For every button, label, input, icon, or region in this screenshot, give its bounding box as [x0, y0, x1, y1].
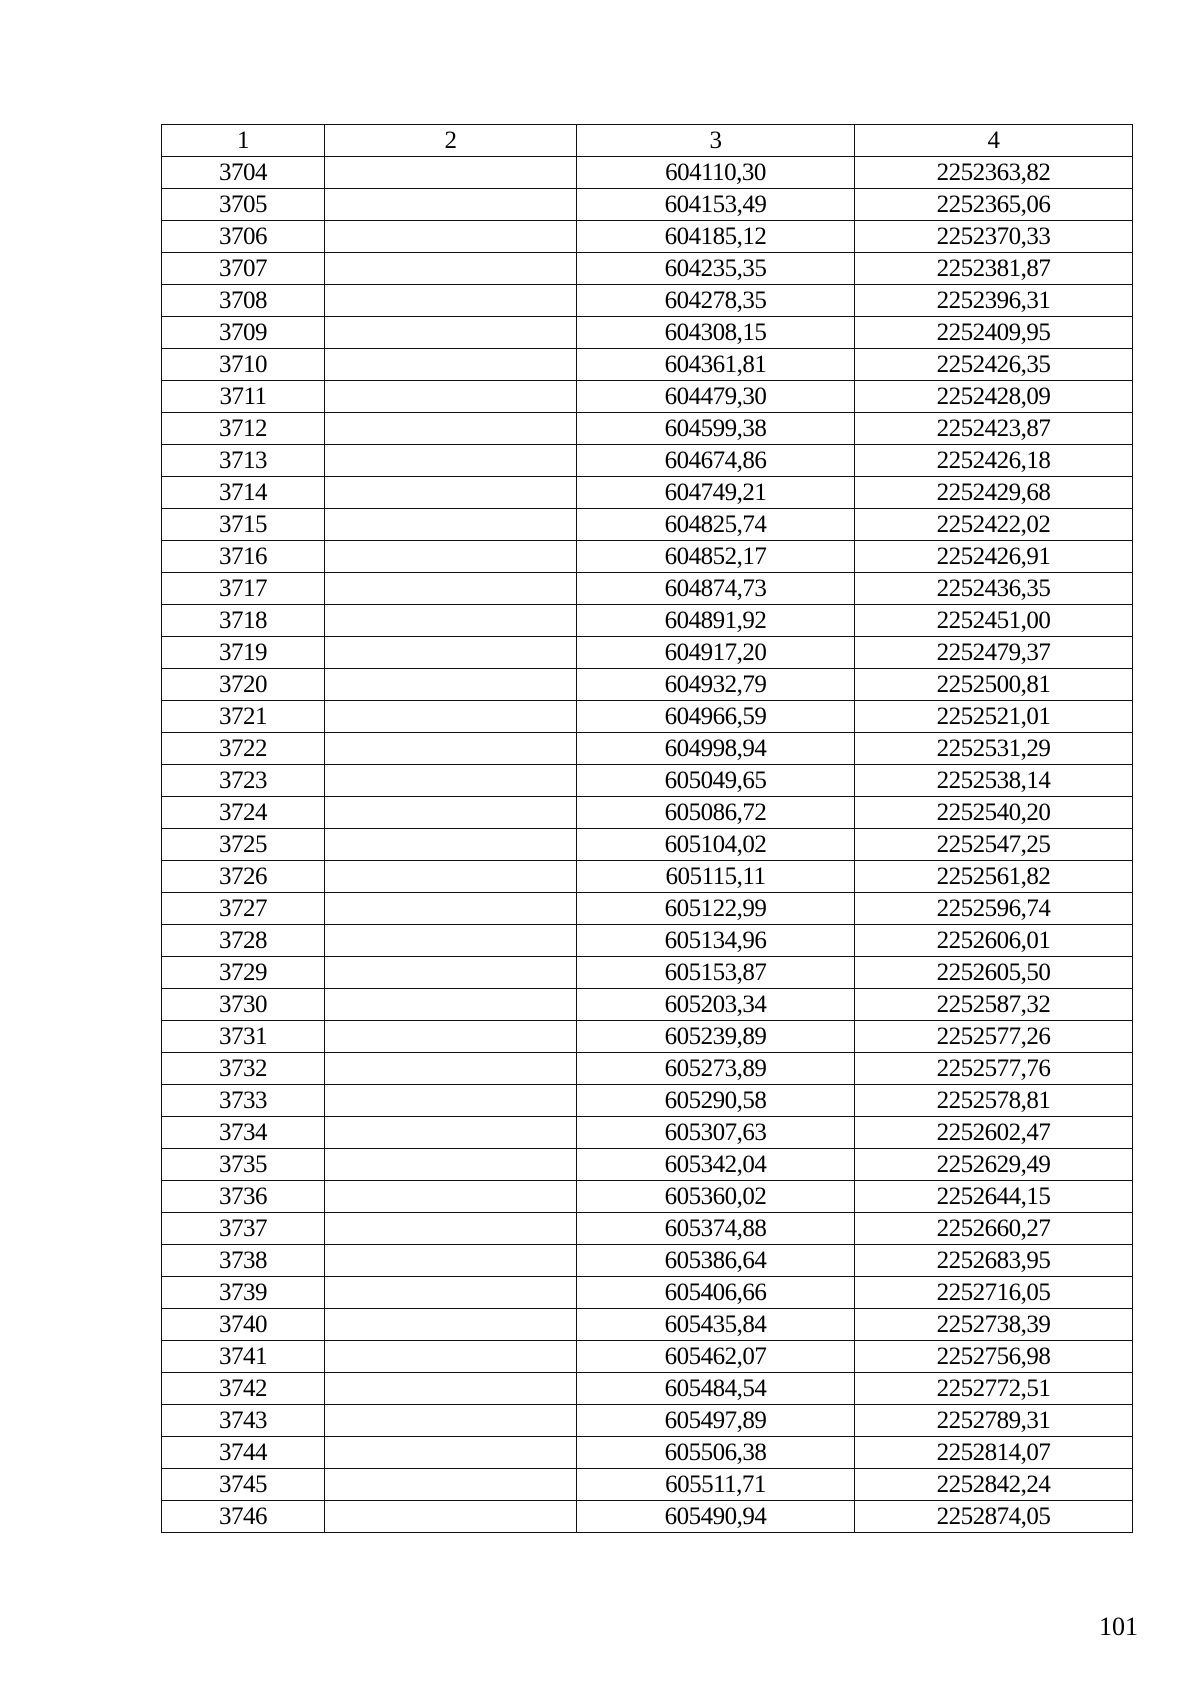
description-cell — [325, 509, 577, 541]
table-row — [162, 285, 1133, 317]
x-coordinate-cell: 604185,12 — [577, 221, 855, 253]
point-number-cell: 3717 — [162, 573, 325, 605]
y-coordinate-cell: 2252842,24 — [855, 1469, 1133, 1501]
x-coordinate-cell: 604361,81 — [577, 349, 855, 381]
y-coordinate-cell: 2252577,76 — [855, 1053, 1133, 1085]
point-number-cell: 3733 — [162, 1085, 325, 1117]
y-coordinate-cell: 2252426,18 — [855, 445, 1133, 477]
table-row — [162, 669, 1133, 701]
y-coordinate-cell: 2252587,32 — [855, 989, 1133, 1021]
point-number-cell: 3741 — [162, 1341, 325, 1373]
header-col-4: 4 — [855, 125, 1133, 157]
description-cell — [325, 1277, 577, 1309]
x-coordinate-cell: 605360,02 — [577, 1181, 855, 1213]
y-coordinate-cell: 2252409,95 — [855, 317, 1133, 349]
x-coordinate-cell: 605115,11 — [577, 861, 855, 893]
table-row — [162, 1149, 1133, 1181]
point-number-cell: 3743 — [162, 1405, 325, 1437]
y-coordinate-cell: 2252547,25 — [855, 829, 1133, 861]
header-col-2: 2 — [325, 125, 577, 157]
table-row — [162, 1277, 1133, 1309]
table-row — [162, 1085, 1133, 1117]
table-row — [162, 189, 1133, 221]
point-number-cell: 3707 — [162, 253, 325, 285]
point-number-cell: 3708 — [162, 285, 325, 317]
table-row — [162, 1405, 1133, 1437]
description-cell — [325, 285, 577, 317]
table-row — [162, 861, 1133, 893]
description-cell — [325, 861, 577, 893]
y-coordinate-cell: 2252381,87 — [855, 253, 1133, 285]
y-coordinate-cell: 2252428,09 — [855, 381, 1133, 413]
x-coordinate-cell: 605086,72 — [577, 797, 855, 829]
coordinates-table — [161, 124, 1133, 1533]
table-row — [162, 157, 1133, 189]
point-number-cell: 3745 — [162, 1469, 325, 1501]
point-number-cell: 3726 — [162, 861, 325, 893]
y-coordinate-cell: 2252772,51 — [855, 1373, 1133, 1405]
y-coordinate-cell: 2252577,26 — [855, 1021, 1133, 1053]
description-cell — [325, 317, 577, 349]
description-cell — [325, 1501, 577, 1533]
table-row — [162, 989, 1133, 1021]
x-coordinate-cell: 604153,49 — [577, 189, 855, 221]
point-number-cell: 3736 — [162, 1181, 325, 1213]
y-coordinate-cell: 2252578,81 — [855, 1085, 1133, 1117]
table-row — [162, 1437, 1133, 1469]
point-number-cell: 3731 — [162, 1021, 325, 1053]
table-row — [162, 573, 1133, 605]
description-cell — [325, 669, 577, 701]
description-cell — [325, 573, 577, 605]
y-coordinate-cell: 2252596,74 — [855, 893, 1133, 925]
y-coordinate-cell: 2252500,81 — [855, 669, 1133, 701]
description-cell — [325, 637, 577, 669]
description-cell — [325, 1181, 577, 1213]
x-coordinate-cell: 605386,64 — [577, 1245, 855, 1277]
description-cell — [325, 701, 577, 733]
point-number-cell: 3729 — [162, 957, 325, 989]
table-row — [162, 1213, 1133, 1245]
x-coordinate-cell: 605497,89 — [577, 1405, 855, 1437]
table-row — [162, 893, 1133, 925]
x-coordinate-cell: 605506,38 — [577, 1437, 855, 1469]
point-number-cell: 3738 — [162, 1245, 325, 1277]
x-coordinate-cell: 604932,79 — [577, 669, 855, 701]
point-number-cell: 3730 — [162, 989, 325, 1021]
table-row — [162, 925, 1133, 957]
x-coordinate-cell: 605203,34 — [577, 989, 855, 1021]
table-row — [162, 221, 1133, 253]
point-number-cell: 3734 — [162, 1117, 325, 1149]
x-coordinate-cell: 605462,07 — [577, 1341, 855, 1373]
point-number-cell: 3742 — [162, 1373, 325, 1405]
table-row — [162, 1181, 1133, 1213]
description-cell — [325, 765, 577, 797]
table-row — [162, 317, 1133, 349]
x-coordinate-cell: 604110,30 — [577, 157, 855, 189]
description-cell — [325, 477, 577, 509]
point-number-cell: 3705 — [162, 189, 325, 221]
point-number-cell: 3720 — [162, 669, 325, 701]
description-cell — [325, 1245, 577, 1277]
y-coordinate-cell: 2252531,29 — [855, 733, 1133, 765]
y-coordinate-cell: 2252451,00 — [855, 605, 1133, 637]
y-coordinate-cell: 2252814,07 — [855, 1437, 1133, 1469]
table-row — [162, 541, 1133, 573]
table-row — [162, 445, 1133, 477]
description-cell — [325, 381, 577, 413]
y-coordinate-cell: 2252538,14 — [855, 765, 1133, 797]
point-number-cell: 3722 — [162, 733, 325, 765]
y-coordinate-cell: 2252602,47 — [855, 1117, 1133, 1149]
description-cell — [325, 189, 577, 221]
x-coordinate-cell: 604852,17 — [577, 541, 855, 573]
y-coordinate-cell: 2252363,82 — [855, 157, 1133, 189]
y-coordinate-cell: 2252479,37 — [855, 637, 1133, 669]
x-coordinate-cell: 605342,04 — [577, 1149, 855, 1181]
description-cell — [325, 957, 577, 989]
x-coordinate-cell: 605307,63 — [577, 1117, 855, 1149]
description-cell — [325, 893, 577, 925]
description-cell — [325, 1469, 577, 1501]
description-cell — [325, 1373, 577, 1405]
y-coordinate-cell: 2252660,27 — [855, 1213, 1133, 1245]
table-row — [162, 1309, 1133, 1341]
y-coordinate-cell: 2252756,98 — [855, 1341, 1133, 1373]
y-coordinate-cell: 2252629,49 — [855, 1149, 1133, 1181]
point-number-cell: 3732 — [162, 1053, 325, 1085]
table-row — [162, 701, 1133, 733]
point-number-cell: 3719 — [162, 637, 325, 669]
x-coordinate-cell: 605406,66 — [577, 1277, 855, 1309]
x-coordinate-cell: 604749,21 — [577, 477, 855, 509]
y-coordinate-cell: 2252521,01 — [855, 701, 1133, 733]
y-coordinate-cell: 2252683,95 — [855, 1245, 1133, 1277]
table-row — [162, 797, 1133, 829]
x-coordinate-cell: 604998,94 — [577, 733, 855, 765]
y-coordinate-cell: 2252606,01 — [855, 925, 1133, 957]
description-cell — [325, 733, 577, 765]
y-coordinate-cell: 2252436,35 — [855, 573, 1133, 605]
description-cell — [325, 445, 577, 477]
table-body — [162, 157, 1133, 1533]
y-coordinate-cell: 2252789,31 — [855, 1405, 1133, 1437]
table-row — [162, 1053, 1133, 1085]
table-row — [162, 1373, 1133, 1405]
x-coordinate-cell: 605374,88 — [577, 1213, 855, 1245]
description-cell — [325, 1117, 577, 1149]
y-coordinate-cell: 2252874,05 — [855, 1501, 1133, 1533]
x-coordinate-cell: 605273,89 — [577, 1053, 855, 1085]
page-number: 101 — [1099, 1612, 1138, 1641]
point-number-cell: 3714 — [162, 477, 325, 509]
table-row — [162, 765, 1133, 797]
y-coordinate-cell: 2252429,68 — [855, 477, 1133, 509]
description-cell — [325, 1053, 577, 1085]
description-cell — [325, 797, 577, 829]
y-coordinate-cell: 2252540,20 — [855, 797, 1133, 829]
point-number-cell: 3713 — [162, 445, 325, 477]
point-number-cell: 3746 — [162, 1501, 325, 1533]
description-cell — [325, 1149, 577, 1181]
description-cell — [325, 1085, 577, 1117]
point-number-cell: 3706 — [162, 221, 325, 253]
table-row — [162, 253, 1133, 285]
x-coordinate-cell: 604825,74 — [577, 509, 855, 541]
y-coordinate-cell: 2252644,15 — [855, 1181, 1133, 1213]
y-coordinate-cell: 2252422,02 — [855, 509, 1133, 541]
x-coordinate-cell: 605511,71 — [577, 1469, 855, 1501]
x-coordinate-cell: 604891,92 — [577, 605, 855, 637]
table-row — [162, 829, 1133, 861]
y-coordinate-cell: 2252738,39 — [855, 1309, 1133, 1341]
point-number-cell: 3723 — [162, 765, 325, 797]
point-number-cell: 3715 — [162, 509, 325, 541]
y-coordinate-cell: 2252561,82 — [855, 861, 1133, 893]
description-cell — [325, 1341, 577, 1373]
description-cell — [325, 1309, 577, 1341]
description-cell — [325, 925, 577, 957]
table-row — [162, 413, 1133, 445]
description-cell — [325, 221, 577, 253]
point-number-cell: 3721 — [162, 701, 325, 733]
description-cell — [325, 605, 577, 637]
x-coordinate-cell: 605104,02 — [577, 829, 855, 861]
point-number-cell: 3710 — [162, 349, 325, 381]
table-row — [162, 637, 1133, 669]
header-col-1: 1 — [162, 125, 325, 157]
x-coordinate-cell: 604874,73 — [577, 573, 855, 605]
table-row — [162, 349, 1133, 381]
point-number-cell: 3735 — [162, 1149, 325, 1181]
description-cell — [325, 829, 577, 861]
table-row — [162, 477, 1133, 509]
x-coordinate-cell: 605490,94 — [577, 1501, 855, 1533]
point-number-cell: 3739 — [162, 1277, 325, 1309]
table-row — [162, 957, 1133, 989]
point-number-cell: 3718 — [162, 605, 325, 637]
x-coordinate-cell: 604235,35 — [577, 253, 855, 285]
x-coordinate-cell: 605122,99 — [577, 893, 855, 925]
table-row — [162, 381, 1133, 413]
x-coordinate-cell: 605435,84 — [577, 1309, 855, 1341]
x-coordinate-cell: 604278,35 — [577, 285, 855, 317]
table-row — [162, 1117, 1133, 1149]
description-cell — [325, 157, 577, 189]
table-row — [162, 1501, 1133, 1533]
description-cell — [325, 1021, 577, 1053]
point-number-cell: 3724 — [162, 797, 325, 829]
point-number-cell: 3709 — [162, 317, 325, 349]
x-coordinate-cell: 605290,58 — [577, 1085, 855, 1117]
y-coordinate-cell: 2252396,31 — [855, 285, 1133, 317]
point-number-cell: 3740 — [162, 1309, 325, 1341]
point-number-cell: 3711 — [162, 381, 325, 413]
x-coordinate-cell: 604674,86 — [577, 445, 855, 477]
point-number-cell: 3716 — [162, 541, 325, 573]
point-number-cell: 3725 — [162, 829, 325, 861]
description-cell — [325, 1405, 577, 1437]
description-cell — [325, 413, 577, 445]
x-coordinate-cell: 604308,15 — [577, 317, 855, 349]
description-cell — [325, 349, 577, 381]
description-cell — [325, 541, 577, 573]
table-row — [162, 1245, 1133, 1277]
x-coordinate-cell: 605049,65 — [577, 765, 855, 797]
point-number-cell: 3712 — [162, 413, 325, 445]
table-row — [162, 1021, 1133, 1053]
description-cell — [325, 1213, 577, 1245]
point-number-cell: 3744 — [162, 1437, 325, 1469]
x-coordinate-cell: 604599,38 — [577, 413, 855, 445]
table-header — [162, 125, 1133, 157]
x-coordinate-cell: 605239,89 — [577, 1021, 855, 1053]
description-cell — [325, 253, 577, 285]
table-row — [162, 733, 1133, 765]
point-number-cell: 3728 — [162, 925, 325, 957]
y-coordinate-cell: 2252426,35 — [855, 349, 1133, 381]
description-cell — [325, 989, 577, 1021]
y-coordinate-cell: 2252426,91 — [855, 541, 1133, 573]
y-coordinate-cell: 2252370,33 — [855, 221, 1133, 253]
table-row — [162, 605, 1133, 637]
x-coordinate-cell: 604479,30 — [577, 381, 855, 413]
x-coordinate-cell: 605134,96 — [577, 925, 855, 957]
y-coordinate-cell: 2252365,06 — [855, 189, 1133, 221]
description-cell — [325, 1437, 577, 1469]
point-number-cell: 3704 — [162, 157, 325, 189]
point-number-cell: 3727 — [162, 893, 325, 925]
x-coordinate-cell: 605153,87 — [577, 957, 855, 989]
x-coordinate-cell: 604917,20 — [577, 637, 855, 669]
x-coordinate-cell: 605484,54 — [577, 1373, 855, 1405]
y-coordinate-cell: 2252423,87 — [855, 413, 1133, 445]
y-coordinate-cell: 2252716,05 — [855, 1277, 1133, 1309]
x-coordinate-cell: 604966,59 — [577, 701, 855, 733]
table-row — [162, 509, 1133, 541]
y-coordinate-cell: 2252605,50 — [855, 957, 1133, 989]
header-row — [162, 125, 1133, 157]
table-row — [162, 1341, 1133, 1373]
point-number-cell: 3737 — [162, 1213, 325, 1245]
header-col-3: 3 — [577, 125, 855, 157]
table-row — [162, 1469, 1133, 1501]
